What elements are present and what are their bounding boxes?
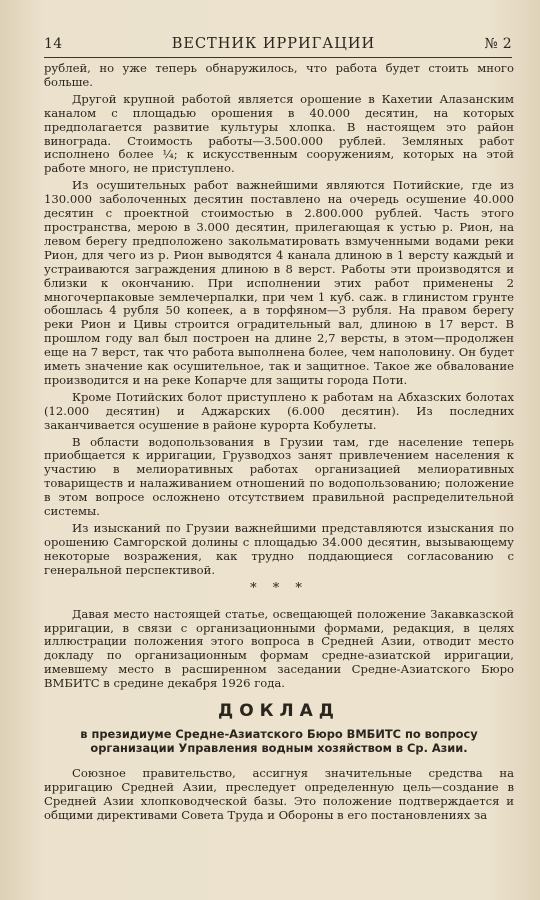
section-separator: * * *: [250, 580, 308, 596]
page-number: 14: [44, 36, 63, 52]
article-body: [44, 62, 514, 826]
paragraph: Из изысканий по Грузии важнейшими представляются изыскания по орошению Самгорской долины с площадью 34.000 десятин, вызывающему некоторые возражения, как трудно поддающиеся согласованию с генеральной перспективой.: [44, 521, 514, 577]
journal-title: ВЕСТНИК ИРРИГАЦИИ: [171, 36, 376, 52]
paragraph: Другой крупной работой является орошение в Кахетии Алазанским каналом с площадью орошения в 40.000 десятин, на которых предполагается развитие культуры хлопка. В настоящем это район винограда. Стоимость работы—3.500.000 рублей. Земляных работ исполнено более ¼; к искусственным сооружениям, которых на этой работе много, не приступлено.: [44, 91, 514, 176]
report-subtitle: в президиуме Средне-Азиатского Бюро ВМБИТС по вопросу организации Управления водным хозяйством в Ср. Азии.: [80, 726, 478, 755]
paragraph: рублей, но уже теперь обнаружилось, что работа будет стоить много больше.: [44, 61, 514, 89]
report-title: ДОКЛАД: [218, 701, 340, 722]
report-paragraph: Союзное правительство, ассигнуя значительные средства на ирригацию Средней Азии, преследует определенную цель—создание в Средней Азии хлопководческой базы. Это положение подтверждается и общими директивами Совета Труда и Обороны в его постановлениях за: [44, 765, 514, 822]
page-header: [44, 36, 512, 58]
editorial-note: Давая место настоящей статье, освещающей положение Закавказской ирригации, в связи с организационными формами, редакция, в целях иллюстрации положения этого вопроса в Средней Азии, отводит место докладу по организационным формам средне-азиатской ирригации, имевшему место в расширенном заседании Средне-Азиатского Бюро ВМБИТС в средине декабря 1926 года.: [44, 606, 514, 691]
header-rule: [44, 57, 512, 58]
paragraph: В области водопользования в Грузии там, где население теперь приобщается к ирригации, Грузводхоз занят привлечением населения к участию в мелиоративных работах организацией мелиоративных товариществ и налаживанием отношений по водопользованию; положение в этом вопросе осложнено отсутствием правильной распределительной системы.: [44, 434, 514, 519]
issue-number: № 2: [484, 36, 512, 52]
paragraph: Из осушительных работ важнейшими являются Потийские, где из 130.000 заболоченных десятин поставлено на очередь осушение 40.000 десятин с проектной стоимостью в 2.800.000 рублей. Часть этого пространства, мерою в 3.000 десятин, прилегающая к устью р. Рион, на левом берегу предположено закольматировать взмученными водами реки Рион, для чего из р. Рион выводятся 4 канала длиною в 1 версту каждый и устраиваются заграждения длиною в 8 верст. Работы эти производятся и близки к окончанию. При исполнении этих работ применены 2 многочерпаковые землечерпалки, при чем 1 куб. саж. в глинистом грунте обошлась 4 рубля 50 копеек, а в торфяном—3 рубля. На правом берегу реки Рион и Цивы строится оградительный вал, длиною в 17 верст. В прошлом году вал был построен на длине 2,7 версты, в этом—продолжен еще на 7 верст, так что работа выполнена более, чем наполовину. Он будет иметь значение как осушительное, так и защитное. Такое же обвалование производится и на реке Копарче для защиты города Поти.: [44, 178, 514, 387]
paragraph: Кроме Потийских болот приступлено к работам на Абхазских болотах (12.000 десятин) и Аджарских (6.000 десятин). Из последних заканчивается осушение в районе курорта Кобулеты.: [44, 389, 514, 432]
